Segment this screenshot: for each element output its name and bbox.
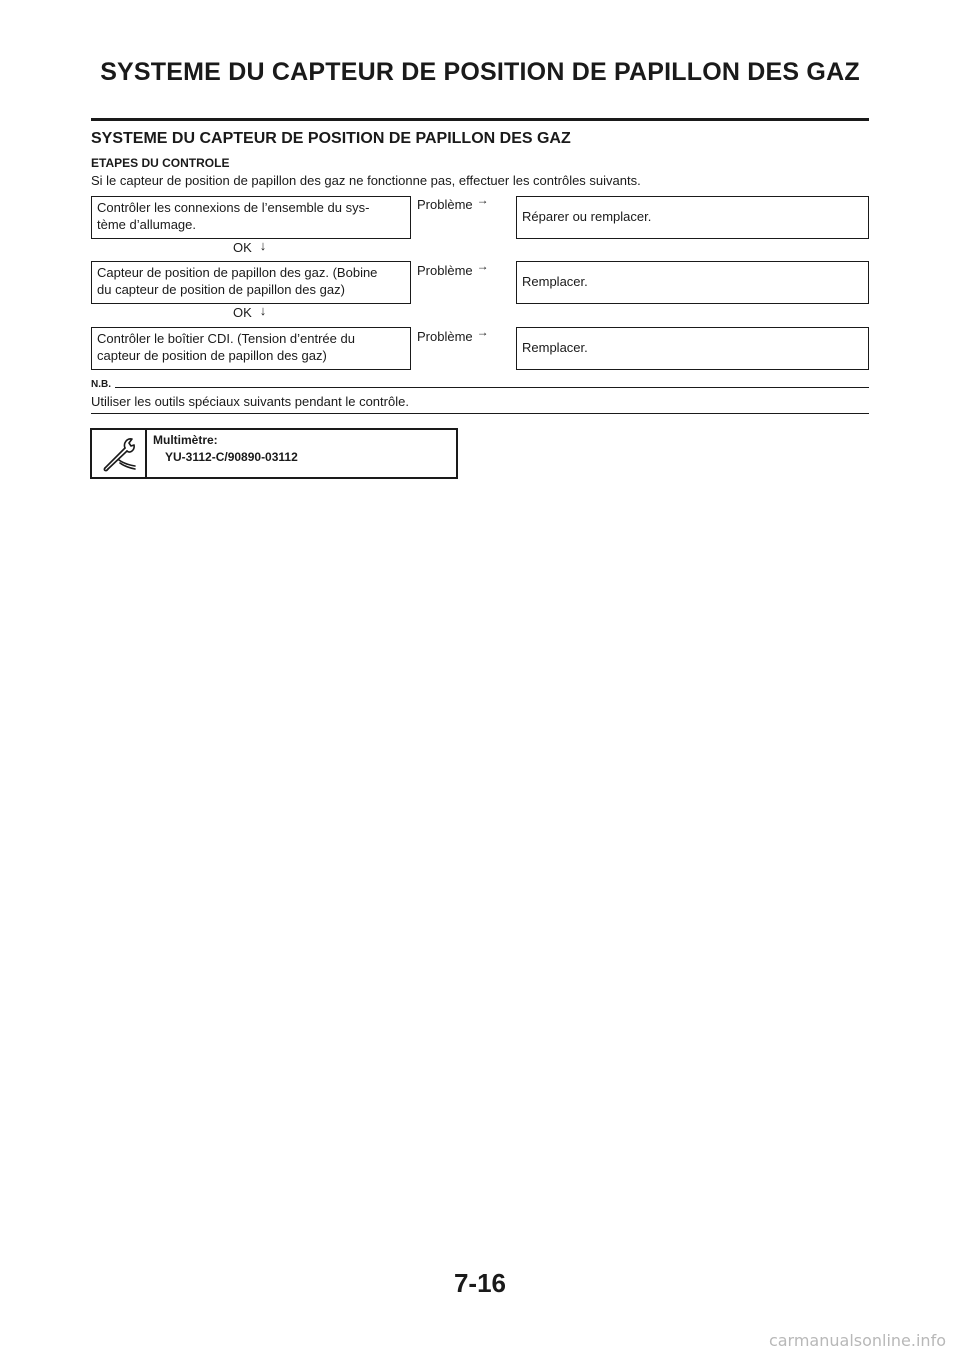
- ok-text-2: OK: [233, 305, 252, 320]
- tool-code: YU-3112-C/90890-03112: [165, 450, 298, 464]
- ok-label-2: [233, 305, 266, 320]
- action-box-3: [516, 327, 869, 370]
- action-text-3: Remplacer.: [522, 340, 588, 355]
- header-rule: [91, 118, 869, 121]
- check-box-2-line2: du capteur de position de papillon des gaz): [97, 282, 345, 297]
- arrow-down-icon: ↓: [259, 303, 267, 318]
- arrow-right-icon: →: [476, 259, 489, 273]
- arrow-down-icon: ↓: [259, 238, 267, 253]
- section-title: SYSTEME DU CAPTEUR DE POSITION DE PAPILLON DES GAZ: [91, 130, 571, 147]
- ok-text-1: OK: [233, 240, 252, 255]
- subsection-title: ETAPES DU CONTROLE: [91, 156, 230, 170]
- action-text-1: Réparer ou remplacer.: [522, 209, 652, 224]
- note-rule-top: [91, 387, 869, 388]
- arrow-right-icon: →: [476, 193, 489, 207]
- tool-icon: [99, 435, 139, 473]
- note-rule-bottom: [91, 413, 869, 414]
- problem-text-3: Problème: [417, 329, 473, 344]
- action-box-1: [516, 196, 869, 239]
- tool-icon-cell: [92, 430, 147, 477]
- action-text-2: Remplacer.: [522, 274, 588, 289]
- note-text: Utiliser les outils spéciaux suivants pendant le contrôle.: [91, 394, 409, 409]
- check-box-2: [91, 261, 411, 304]
- problem-label-1: [417, 193, 489, 212]
- problem-label-3: [417, 325, 489, 344]
- tool-name: Multimètre:: [153, 433, 218, 447]
- special-tool-box: [90, 428, 458, 479]
- action-box-2: [516, 261, 869, 304]
- problem-text-1: Problème: [417, 197, 473, 212]
- ok-label-1: [233, 240, 266, 255]
- check-box-3: [91, 327, 411, 370]
- check-box-1-line2: tème d’allumage.: [97, 217, 196, 232]
- check-box-2-line1: Capteur de position de papillon des gaz. (Bobine: [97, 265, 378, 280]
- page-number: 7-16: [453, 1268, 507, 1298]
- check-box-3-line2: capteur de position de papillon des gaz): [97, 348, 327, 363]
- watermark: carmanualsonline.info: [768, 1331, 946, 1350]
- problem-label-2: [417, 259, 489, 278]
- tool-text: [147, 430, 304, 477]
- intro-text: Si le capteur de position de papillon des gaz ne fonctionne pas, effectuer les contrôles suivants.: [91, 173, 641, 188]
- check-box-3-line1: Contrôler le boîtier CDI. (Tension d’entrée du: [97, 331, 355, 346]
- note-label: N.B.: [91, 379, 115, 390]
- problem-text-2: Problème: [417, 263, 473, 278]
- page-header-title: SYSTEME DU CAPTEUR DE POSITION DE PAPILLON DES GAZ: [100, 58, 860, 86]
- arrow-right-icon: →: [476, 325, 489, 339]
- check-box-1-line1: Contrôler les connexions de l’ensemble du sys-: [97, 200, 370, 215]
- check-box-1: [91, 196, 411, 239]
